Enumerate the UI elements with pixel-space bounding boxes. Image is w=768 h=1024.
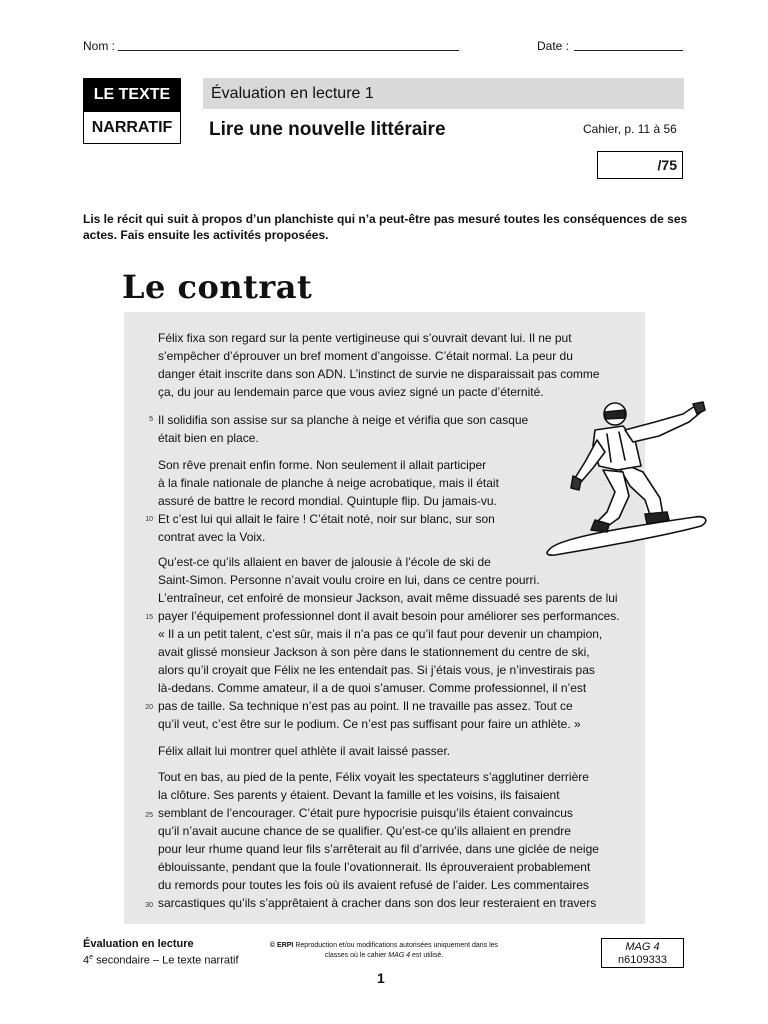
text-line: contrat avec la Voix. [158,530,266,544]
line-number: 15 [145,614,153,621]
text-line: alors qu’il croyait que Félix ne les entendait pas. Si j’étais vous, je n’investirais pas [158,663,595,677]
text-line: Et c’est lui qui allait le faire ! C’était noté, noir sur blanc, sur son [158,512,495,526]
line-number: 20 [145,704,153,711]
copyright-book: MAG 4 [388,952,411,959]
name-line[interactable] [118,50,459,51]
text-line: ça, du jour au lendemain parce que vous aviez signé un pacte d’éternité. [158,385,544,399]
product-code-box [601,938,684,968]
footer-title: Évaluation en lecture [83,938,194,950]
text-line: là-dedans. Comme amateur, il a de quoi s’amuser. Comme professionnel, il n’est [158,681,587,695]
text-line: « Il a un petit talent, c’est sûr, mais il n’a pas ce qu’il faut pour devenir un champion, [158,627,603,641]
text-line: pas de taille. Sa technique n’est pas au point. Il ne travaille pas assez. Tout ce [158,699,573,713]
footer-grade-num: 4 [83,954,90,967]
text-line: qu’il veut, c’est être sur le podium. Ce n’est pas suffisant pour faire un athlète. » [158,717,581,731]
text-line: du remords pour toutes les fois où ils avaient refusé de l’aider. Les commentaires [158,878,589,892]
product-code: n6109333 [618,954,667,966]
evaluation-title: Évaluation en lecture 1 [203,78,684,109]
footer-grade-sup: e [89,954,94,961]
footer-grade-rest: secondaire – Le texte narratif [93,954,239,967]
paragraph-4 [158,553,638,733]
text-line: à la finale nationale de planche à neige acrobatique, mais il était [158,476,499,490]
footer-left [83,938,239,968]
snowboarder-illustration [545,400,710,560]
copyright-brand: © ERPI [269,942,294,949]
text-line: Tout en bas, au pied de la pente, Félix voyait les spectateurs s’agglutiner derrière [158,770,589,784]
text-line: payer l’équipement professionnel dont il avait besoin pour améliorer ses performances. [158,609,620,623]
line-number: 25 [145,812,153,819]
text-line: avait glissé monsieur Jackson à son père dans le stationnement du centre de ski, [158,645,590,659]
line-number: 10 [145,516,153,523]
cahier-reference: Cahier, p. 11 à 56 [583,122,677,136]
text-line: semblant de l’encourager. C’était pure hypocrisie puisqu’ils étaient convaincus [158,806,573,820]
page-number: 1 [377,970,385,986]
product-name: MAG 4 [625,941,660,953]
date-label: Date : [537,39,570,53]
text-line: L’entraîneur, cet enfoiré de monsieur Jackson, avait même dissuadé ses parents de lui [158,591,618,605]
text-line: la clôture. Ses parents y étaient. Devant la famille et les voisins, ils faisaient [158,788,560,802]
text-line: éblouissante, pendant que la foule l’ovationnerait. Ils éprouveraient probablement [158,860,591,874]
text-line: danger était inscrite dans son ADN. L’instinct de survie ne disparaissait pas comme [158,367,600,381]
text-line: s’empêcher d’éprouver un bref moment d’angoisse. C’était normal. La peur du [158,349,573,363]
text-line: sarcastiques qu’ils s’apprêtaient à cracher dans son dos leur resteraient en travers [158,896,597,910]
text-line: était bien en place. [158,431,259,445]
text-line: Félix allait lui montrer quel athlète il avait laissé passer. [158,744,451,758]
line-number: 30 [145,902,153,909]
paragraph-6 [158,768,638,912]
copyright-text: Reproduction et/ou modifications autorisées uniquement dans les classes où le cahier [295,942,499,959]
copyright-end: est utilisé. [412,952,444,959]
paragraph-3 [158,456,538,546]
text-line: Félix fixa son regard sur la pente vertigineuse qui s’ouvrait devant lui. Il ne put [158,331,572,345]
copyright-notice [264,941,504,961]
text-line: pour leur rhume quand leur fils s’arrêterait au fil d’arrivée, dans une giclée de neige [158,842,599,856]
genre-badge-bottom: NARRATIF [83,111,181,144]
date-line[interactable] [574,50,683,51]
text-line: Saint-Simon. Personne n’avait voulu croire en lui, dans ce centre pourri. [158,573,540,587]
evaluation-subtitle: Lire une nouvelle littéraire [209,119,446,140]
paragraph-2 [158,411,538,447]
paragraph-1 [158,329,638,401]
paragraph-5 [158,742,638,760]
text-line: Son rêve prenait enfin forme. Non seulement il allait participer [158,458,487,472]
text-line: Qu’est-ce qu’ils allaient en baver de jalousie à l’école de ski de [158,555,491,569]
genre-badge-top: LE TEXTE [83,78,181,111]
instructions: Lis le récit qui suit à propos d’un planchiste qui n’a peut-être pas mesuré toutes les conséquences de ses actes. Fais ensuite les activités proposées. [83,212,688,242]
name-label: Nom : [83,39,116,53]
score-box: /75 [597,151,683,179]
text-line: qu’il n’avait aucune chance de se qualifier. Qu’est-ce qu’ils allaient en prendre [158,824,571,838]
text-line: Il solidifia son assise sur sa planche à neige et vérifia que son casque [158,413,529,427]
text-line: assuré de battre le record mondial. Quintuple flip. Du jamais-vu. [158,494,497,508]
line-number: 5 [149,416,153,423]
story-title: Le contrat [122,268,313,306]
